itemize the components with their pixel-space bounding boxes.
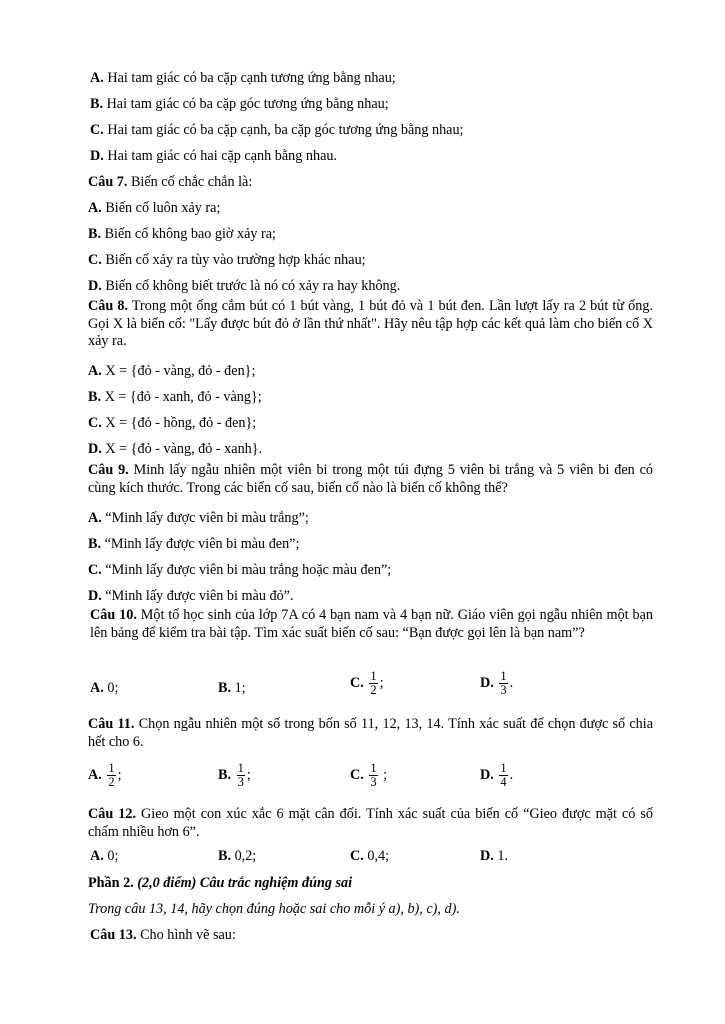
q8-option-c: C. X = {đỏ - hồng, đỏ - đen};: [88, 415, 257, 431]
part2-heading: Phần 2. (2,0 điểm) Câu trắc nghiệm đúng sai: [88, 875, 353, 891]
q7-option-a: A. Biến cố luôn xảy ra;: [88, 200, 221, 216]
q12-option-b: B. 0,2;: [218, 848, 257, 864]
q8-option-d: D. X = {đỏ - vàng, đỏ - xanh}.: [88, 441, 263, 457]
q10-option-d: D. $\frac{1}{3}$ .: [480, 669, 514, 697]
q7-stem: Câu 7. Biến cố chắc chắn là:: [88, 174, 253, 190]
q10-option-b: B. 1;: [218, 680, 246, 696]
q6-option-b: B. Hai tam giác có ba cặp góc tương ứng bằng nhau;: [90, 96, 389, 112]
fraction: $\frac{1}{3}$: [237, 761, 244, 789]
fraction: $\frac{1}{2}$: [108, 761, 115, 789]
q9-option-c: C. “Minh lấy được viên bi màu trắng hoặc màu đen”;: [88, 562, 392, 578]
q9-option-b: B. “Minh lấy được viên bi màu đen”;: [88, 536, 300, 552]
q8-stem: Câu 8. Trong một ống cắm bút có 1 bút vàng, 1 bút đỏ và 1 bút đen. Lần lượt lấy ra 2 bút từ ống. Gọi X là biến cố: "Lấy được bút đỏ ở lần thứ nhất". Hãy nêu tập hợp các kết quả làm cho biến cố X xảy ra.: [88, 298, 653, 349]
q7-option-c: C. Biến cố xảy ra tùy vào trường hợp khác nhau;: [88, 252, 366, 268]
q11-option-a: A. $\frac{1}{2}$ ;: [88, 761, 122, 789]
q12-stem: Câu 12. Gieo một con xúc xắc 6 mặt cân đối. Tính xác suất của biến cố “Gieo được mặt có số chấm nhiều hơn 6”.: [88, 806, 653, 840]
q11-option-b: B. $\frac{1}{3}$ ;: [218, 761, 251, 789]
q11-stem: Câu 11. Chọn ngẫu nhiên một số trong bốn số 11, 12, 13, 14. Tính xác suất để chọn được số chia hết cho 6.: [88, 716, 653, 750]
q10-option-a: A. 0;: [90, 680, 119, 696]
q9-stem: Câu 9. Minh lấy ngẫu nhiên một viên bi trong một túi đựng 5 viên bi trắng và 5 viên bi đen có cùng kích thước. Trong các biến cố sau, biến cố nào là biến cố không thể?: [88, 462, 654, 496]
q12-option-d: D. 1.: [480, 848, 508, 864]
q11-option-c: C. $\frac{1}{3}$ ;: [350, 761, 388, 789]
q6-option-d: D. Hai tam giác có hai cặp cạnh bằng nhau.: [90, 148, 338, 164]
q9-option-d: D. “Minh lấy được viên bi màu đỏ”.: [88, 588, 294, 604]
q9-option-a: A. “Minh lấy được viên bi màu trắng”;: [88, 510, 309, 526]
q12-option-a: A. 0;: [90, 848, 119, 864]
fraction: $\frac{1}{3}$: [370, 761, 377, 789]
fraction: $\frac{1}{4}$: [500, 761, 507, 789]
q13-stem: Câu 13. Cho hình vẽ sau:: [90, 927, 236, 943]
q8-option-a: A. X = {đỏ - vàng, đỏ - đen};: [88, 363, 256, 379]
fraction: $\frac{1}{3}$: [500, 669, 507, 697]
fraction: $\frac{1}{2}$: [370, 669, 377, 697]
q11-option-d: D. $\frac{1}{4}$ .: [480, 761, 514, 789]
q12-option-c: C. 0,4;: [350, 848, 390, 864]
q8-option-b: B. X = {đỏ - xanh, đỏ - vàng};: [88, 389, 262, 405]
q10-option-c: C. $\frac{1}{2}$ ;: [350, 669, 384, 697]
q7-option-b: B. Biến cố không bao giờ xảy ra;: [88, 226, 276, 242]
part2-instruction: Trong câu 13, 14, hãy chọn đúng hoặc sai cho mỗi ý a), b), c), d).: [88, 901, 460, 917]
q6-option-c: C. Hai tam giác có ba cặp cạnh, ba cặp góc tương ứng bằng nhau;: [90, 122, 464, 138]
q10-stem: Câu 10. Một tổ học sinh của lớp 7A có 4 bạn nam và 4 bạn nữ. Giáo viên gọi ngẫu nhiên một bạn lên bảng để kiểm tra bài tập. Tìm xác suất biến cố sau: “Bạn được gọi lên là bạn nam”?: [90, 607, 653, 641]
q7-option-d: D. Biến cố không biết trước là nó có xảy ra hay không.: [88, 278, 401, 294]
q6-option-a: A. Hai tam giác có ba cặp cạnh tương ứng bằng nhau;: [90, 70, 396, 86]
